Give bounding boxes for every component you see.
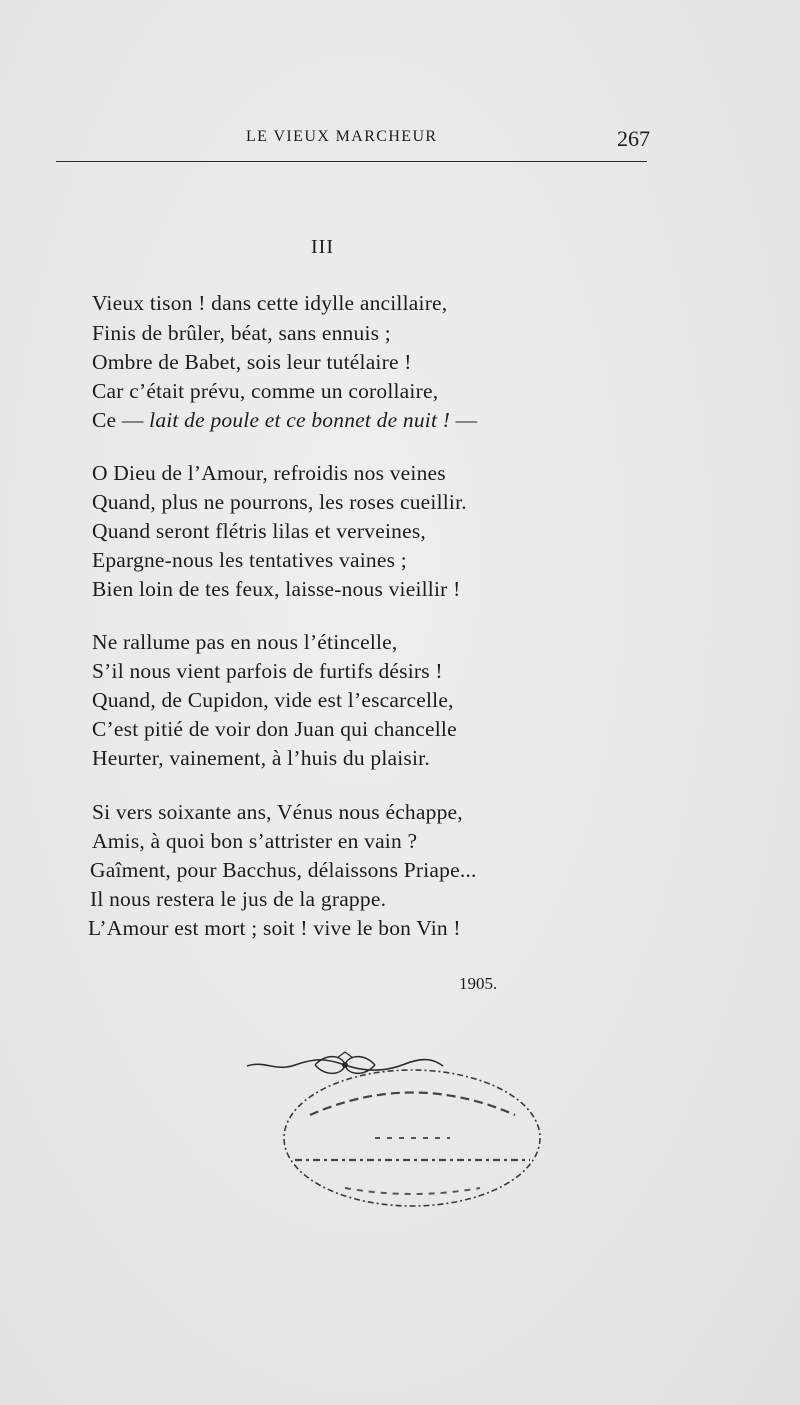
poem-line: Finis de brûler, béat, sans ennuis ; [92, 321, 391, 345]
poem-line: Ne rallume pas en nous l’étincelle, [92, 630, 398, 654]
poem-line: Si vers soixante ans, Vénus nous échappe, [92, 800, 463, 824]
poem-line: Ombre de Babet, sois leur tutélaire ! [92, 350, 412, 374]
poem-line: Car c’était prévu, comme un corollaire, [92, 379, 439, 403]
poem-line: Quand, de Cupidon, vide est l’escarcelle, [92, 688, 454, 712]
library-stamp [275, 1060, 550, 1215]
line-prefix: Ce — [92, 408, 150, 432]
poem-line: S’il nous vient parfois de furtifs désirs ! [92, 659, 443, 683]
section-number: III [311, 236, 334, 258]
poem-line: Gaîment, pour Bacchus, délaissons Priape... [90, 858, 477, 882]
poem-line: Quand seront flétris lilas et verveines, [92, 519, 426, 543]
line-suffix: — [450, 408, 478, 432]
page-number: 267 [617, 126, 650, 151]
poem-line: Quand, plus ne pourrons, les roses cueillir. [92, 490, 467, 514]
poem-line: Epargne-nous les tentatives vaines ; [92, 548, 407, 572]
poem-line: Amis, à quoi bon s’attrister en vain ? [92, 829, 418, 853]
running-head [0, 128, 800, 154]
poem-line: Vieux tison ! dans cette idylle ancillaire, [92, 291, 448, 315]
poem-line: C’est pitié de voir don Juan qui chancelle [92, 717, 457, 741]
poem-line: Il nous restera le jus de la grappe. [90, 887, 387, 911]
poem-line: Bien loin de tes feux, laisse-nous vieillir ! [92, 577, 461, 601]
italic-phrase: lait de poule et ce bonnet de nuit ! [149, 408, 451, 432]
poem-line: L’Amour est mort ; soit ! vive le bon Vin ! [88, 916, 461, 940]
poem-line: Heurter, vainement, à l’huis du plaisir. [92, 746, 430, 770]
header-rule [56, 161, 647, 162]
poem-line: O Dieu de l’Amour, refroidis nos veines [92, 461, 446, 485]
poem-line-italic-quote [92, 408, 477, 433]
running-title: LE VIEUX MARCHEUR [246, 128, 438, 145]
poem-date: 1905. [459, 974, 498, 993]
